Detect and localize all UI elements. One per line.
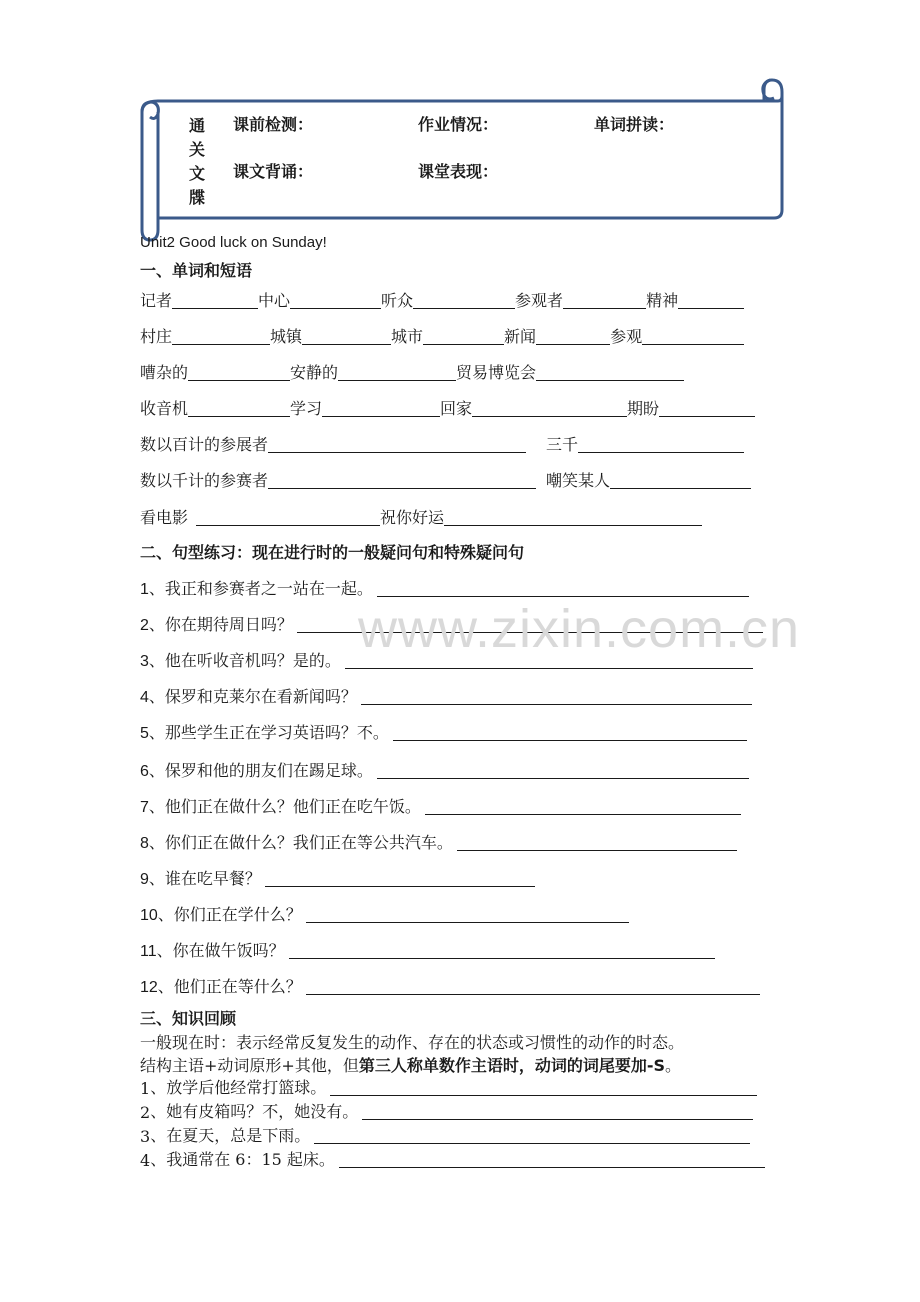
vocab-label: 数以千计的参赛者 [140,471,269,490]
sentence-item [140,793,741,817]
vocab-blank[interactable] [188,398,290,417]
section-heading-sentences: 二、句型练习：现在进行时的一般疑问句和特殊疑问句 [140,543,525,562]
vocab-label: 村庄 [140,327,173,346]
review-structure [140,1053,681,1076]
answer-blank[interactable] [377,578,749,597]
item-text: 、你们正在做什么？我们正在等公共汽车。 [148,833,453,852]
vocab-blank[interactable] [610,470,751,489]
item-number: 3 [140,653,149,670]
vocab-label: 贸易博览会 [456,363,537,382]
review-item [140,1076,757,1098]
sentence-item [140,901,629,925]
vocab-label: 看电影 [140,508,189,527]
sentence-item [140,575,749,599]
vocab-blank[interactable] [678,290,744,309]
answer-blank[interactable] [457,832,737,851]
sentence-item [140,683,752,707]
vocab-blank[interactable] [322,398,440,417]
vocab-label: 学习 [290,399,323,418]
vocab-label: 安静的 [290,363,339,382]
vocab-label: 嘲笑某人 [546,471,611,490]
pass-card-label-spelling: 单词拼读： [594,115,675,134]
item-text: 、放学后他经常打篮球。 [150,1078,327,1097]
vocab-blank[interactable] [188,362,290,381]
review-structure-text: 结构主语+动词原形+其他，但 [140,1056,359,1075]
vocab-label: 听众 [381,291,414,310]
answer-blank[interactable] [393,722,747,741]
vocab-blank[interactable] [172,290,258,309]
sentence-item [140,973,760,997]
item-text: 、你在期待周日吗？ [148,615,293,634]
item-number: 3 [140,1127,151,1146]
answer-blank[interactable] [306,904,629,923]
vocab-row [140,359,684,383]
item-text: 、我通常在 6：15 起床。 [150,1150,335,1169]
answer-blank[interactable] [362,1101,753,1120]
pass-card-label-homework: 作业情况： [418,115,499,134]
item-number: 4 [140,689,149,706]
watermark: www.zixin.com.cn [358,599,801,659]
vocab-blank[interactable] [338,362,456,381]
answer-blank[interactable] [425,796,741,815]
vocab-label: 新闻 [504,327,537,346]
item-text: 、你在做午饭吗？ [156,941,285,960]
unit-title: Unit2 Good luck on Sunday! [140,234,327,251]
vocab-blank[interactable] [268,470,536,489]
review-item [140,1100,753,1122]
item-text: 、谁在吃早餐？ [148,869,261,888]
vocab-label: 参观者 [515,291,564,310]
item-number: 4 [140,1151,151,1170]
item-number: 1 [140,1079,151,1098]
answer-blank[interactable] [289,940,715,959]
answer-blank[interactable] [330,1077,757,1096]
vocab-blank[interactable] [423,326,504,345]
answer-blank[interactable] [361,686,752,705]
vocab-blank[interactable] [196,507,380,526]
sentence-item [140,757,749,781]
vocab-label: 记者 [140,291,173,310]
vocab-blank[interactable] [536,362,684,381]
item-text: 、那些学生正在学习英语吗？不。 [148,723,389,742]
review-structure-bold: 第三人称单数作主语时，动词的词尾要加-S [358,1056,665,1075]
item-number: 7 [140,799,149,816]
item-text: 、我正和参赛者之一站在一起。 [148,579,373,598]
vocab-blank[interactable] [536,326,610,345]
answer-blank[interactable] [306,976,760,995]
item-text: 、她有皮箱吗？不，她没有。 [150,1102,359,1121]
item-number: 2 [140,617,149,634]
section-heading-vocabulary: 一、单词和短语 [140,261,253,280]
vocab-blank[interactable] [172,326,270,345]
vocab-row [140,431,744,455]
vocab-row [140,504,702,528]
vocab-blank[interactable] [578,434,744,453]
item-text: 、保罗和他的朋友们在踢足球。 [148,761,373,780]
answer-blank[interactable] [339,1149,765,1168]
vocab-row [140,395,755,419]
answer-blank[interactable] [265,868,535,887]
vocab-row [140,323,744,347]
review-item [140,1148,765,1170]
pass-card-label-recitation: 课文背诵： [233,162,314,181]
vocab-label: 回家 [440,399,473,418]
vocab-label: 收音机 [140,399,189,418]
vocab-label: 精神 [646,291,679,310]
vocab-label: 期盼 [627,399,660,418]
pass-card-title-char: 牒 [188,188,205,207]
sentence-item [140,829,737,853]
vocab-blank[interactable] [642,326,744,345]
item-number: 2 [140,1103,151,1122]
vocab-blank[interactable] [268,434,526,453]
item-number: 10 [140,907,158,924]
vocab-row [140,467,751,491]
item-text: 、他们正在做什么？他们正在吃午饭。 [148,797,421,816]
vocab-blank[interactable] [444,507,702,526]
pass-card-title-char: 通 [188,116,205,135]
vocab-blank[interactable] [413,290,515,309]
item-text: 、你们正在学什么？ [157,905,302,924]
vocab-label: 城市 [391,327,424,346]
vocab-label: 三千 [546,435,579,454]
vocab-label: 嘈杂的 [140,363,189,382]
section-heading-review: 三、知识回顾 [140,1009,237,1028]
item-number: 6 [140,763,149,780]
vocab-label: 参观 [610,327,643,346]
review-definition: 一般现在时：表示经常反复发生的动作、存在的状态或习惯性的动作的时态。 [140,1033,685,1052]
vocab-blank[interactable] [472,398,627,417]
vocab-blank[interactable] [290,290,381,309]
vocab-blank[interactable] [659,398,755,417]
review-item [140,1124,750,1146]
item-number: 11 [140,943,157,960]
pass-card-label-performance: 课堂表现： [418,162,499,181]
pass-card-title-char: 文 [188,164,205,183]
sentence-item [140,937,715,961]
pass-card-label-pretest: 课前检测： [233,115,314,134]
vocab-label: 城镇 [270,327,303,346]
item-number: 1 [140,581,149,598]
sentence-item [140,865,535,889]
item-number: 9 [140,871,149,888]
review-structure-end: 。 [665,1056,682,1075]
pass-card-title-char: 关 [188,140,205,159]
vocab-blank[interactable] [563,290,646,309]
answer-blank[interactable] [377,760,749,779]
item-text: 、他在听收音机吗？是的。 [148,651,341,670]
vocab-label: 数以百计的参展者 [140,435,269,454]
answer-blank[interactable] [314,1125,750,1144]
item-text: 、保罗和克莱尔在看新闻吗？ [148,687,357,706]
item-text: 、在夏天，总是下雨。 [150,1126,311,1145]
vocab-blank[interactable] [302,326,391,345]
vocab-label: 中心 [258,291,291,310]
item-number: 5 [140,725,149,742]
sentence-item [140,719,747,743]
vocab-row [140,287,744,311]
item-number: 8 [140,835,149,852]
vocab-label: 祝你好运 [380,508,445,527]
item-number: 12 [140,979,158,996]
item-text: 、他们正在等什么？ [157,977,302,996]
